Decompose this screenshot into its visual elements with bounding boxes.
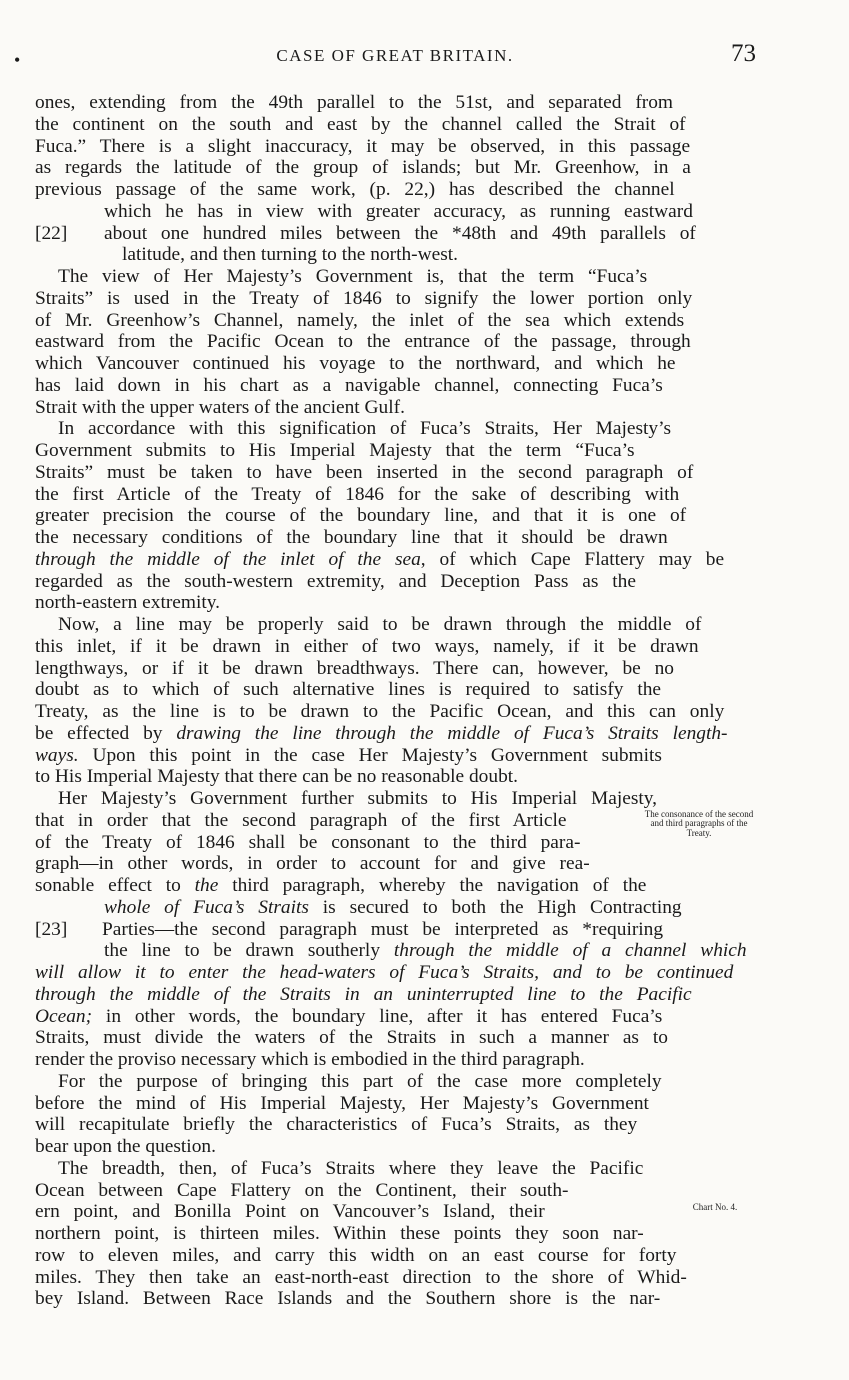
- text-line: through the middle of the Straits in an uninterrupted line to the Pacific: [35, 983, 692, 1005]
- text-line: For the purpose of bringing this part of the case more completely: [58, 1070, 662, 1092]
- text-line: will recapitulate briefly the characteristics of Fuca’s Straits, as they: [35, 1114, 638, 1136]
- text-line: that in order that the second paragraph of the first Article: [35, 809, 567, 831]
- text-line: of Mr. Greenhow’s Channel, namely, the inlet of the sea which extends: [35, 309, 685, 331]
- text-line: In accordance with this signification of Fuca’s Straits, Her Majesty’s: [58, 418, 672, 440]
- text-line: greater precision the course of the boundary line, and that it is one of: [35, 505, 687, 527]
- text-line: be effected by drawing the line through the middle of Fuca’s Straits length-: [35, 722, 728, 744]
- text-line: The breadth, then, of Fuca’s Straits where they leave the Pacific: [58, 1157, 644, 1179]
- text-line: Parties—the second paragraph must be interpreted as *requiring: [102, 918, 664, 940]
- text-line: will allow it to enter the head-waters of Fuca’s Straits, and to be continued: [35, 962, 734, 983]
- text-line: Ocean; in other words, the boundary line, after it has entered Fuca’s: [35, 1005, 663, 1027]
- text-line: Fuca.” There is a slight inaccuracy, it may be observed, in this passage: [35, 135, 691, 157]
- text-line: through the middle of the inlet of the sea, of which Cape Flattery may be: [35, 548, 725, 570]
- text-line: previous passage of the same work, (p. 22,) has described the channel: [35, 179, 675, 200]
- text-line: northern point, is thirteen miles. Within these points they soon nar-: [35, 1223, 644, 1244]
- marginal-page-ref: [22]: [35, 222, 68, 244]
- text-line: Ocean between Cape Flattery on the Continent, their south-: [35, 1179, 569, 1201]
- text-line: Straits, must divide the waters of the Straits in such a manner as to: [35, 1027, 668, 1049]
- marginal-sidenote: Chart No. 4.: [692, 1202, 738, 1213]
- page-header: [0, 40, 849, 74]
- text-line: latitude, and then turning to the north-west.: [122, 244, 459, 266]
- page-number: 73: [731, 40, 756, 67]
- text-line: north-eastern extremity.: [35, 592, 221, 614]
- text-line: Now, a line may be properly said to be drawn through the middle of: [58, 614, 702, 635]
- text-line: render the proviso necessary which is embodied in the third paragraph.: [35, 1049, 585, 1070]
- text-line: to His Imperial Majesty that there can be no reasonable doubt.: [35, 766, 518, 788]
- text-line: which Vancouver continued his voyage to the northward, and which he: [35, 353, 676, 374]
- text-line: has laid down in his chart as a navigable channel, connecting Fuca’s: [35, 374, 663, 396]
- text-line: row to eleven miles, and carry this width on an east course for forty: [35, 1244, 677, 1266]
- text-line: which he has in view with greater accuracy, as running eastward: [104, 200, 693, 222]
- text-line: whole of Fuca’s Straits is secured to both the High Contracting: [104, 896, 682, 918]
- text-line: ern point, and Bonilla Point on Vancouver’s Island, their: [35, 1201, 545, 1223]
- text-line: bey Island. Between Race Islands and the Southern shore is the nar-: [35, 1288, 661, 1310]
- text-line: as regards the latitude of the group of islands; but Mr. Greenhow, in a: [35, 157, 691, 179]
- text-line: regarded as the south-western extremity, and Deception Pass as the: [35, 570, 636, 592]
- text-line: bear upon the question.: [35, 1136, 216, 1157]
- text-line: the line to be drawn southerly through the middle of a channel which: [104, 940, 747, 962]
- text-line: lengthways, or if it be drawn breadthways. There can, however, be no: [35, 657, 675, 679]
- text-line: of the Treaty of 1846 shall be consonant to the third para-: [35, 831, 581, 853]
- text-line: Straits” must be taken to have been inserted in the second paragraph of: [35, 461, 694, 483]
- text-line: The view of Her Majesty’s Government is, that the term “Fuca’s: [58, 266, 648, 287]
- text-line: the continent on the south and east by the channel called the Strait of: [35, 113, 686, 135]
- marginal-page-ref: [23]: [35, 918, 68, 940]
- margin-mark: •: [14, 50, 21, 70]
- text-line: Her Majesty’s Government further submits to His Imperial Majesty,: [58, 788, 658, 809]
- running-title: CASE OF GREAT BRITAIN.: [276, 46, 514, 65]
- text-line: before the mind of His Imperial Majesty, Her Majesty’s Government: [35, 1092, 649, 1114]
- text-line: Treaty, as the line is to be drawn to the Pacific Ocean, and this can only: [35, 701, 725, 722]
- marginal-sidenote: The consonance of the second and third paragraphs of the Treaty.: [644, 808, 754, 838]
- text-line: ones, extending from the 49th parallel to the 51st, and separated from: [35, 92, 674, 113]
- text-line: miles. They then take an east-north-east direction to the shore of Whid-: [35, 1266, 687, 1288]
- text-line: eastward from the Pacific Ocean to the entrance of the passage, through: [35, 331, 691, 353]
- text-line: Straits” is used in the Treaty of 1846 to signify the lower portion only: [35, 287, 693, 309]
- text-line: Strait with the upper waters of the ancient Gulf.: [35, 396, 405, 418]
- text-line: the first Article of the Treaty of 1846 for the sake of describing with: [35, 483, 680, 505]
- text-line: doubt as to which of such alternative lines is required to satisfy the: [35, 679, 662, 701]
- text-line: the necessary conditions of the boundary line that it should be drawn: [35, 527, 668, 548]
- text-line: this inlet, if it be drawn in either of two ways, namely, if it be drawn: [35, 635, 699, 657]
- text-line: Government submits to His Imperial Majesty that the term “Fuca’s: [35, 440, 635, 461]
- text-line: about one hundred miles between the *48th and 49th parallels of: [104, 222, 696, 244]
- text-line: ways. Upon this point in the case Her Majesty’s Government submits: [35, 744, 662, 766]
- text-line: sonable effect to the third paragraph, whereby the navigation of the: [35, 875, 647, 896]
- text-line: graph—in other words, in order to account for and give rea-: [35, 853, 590, 875]
